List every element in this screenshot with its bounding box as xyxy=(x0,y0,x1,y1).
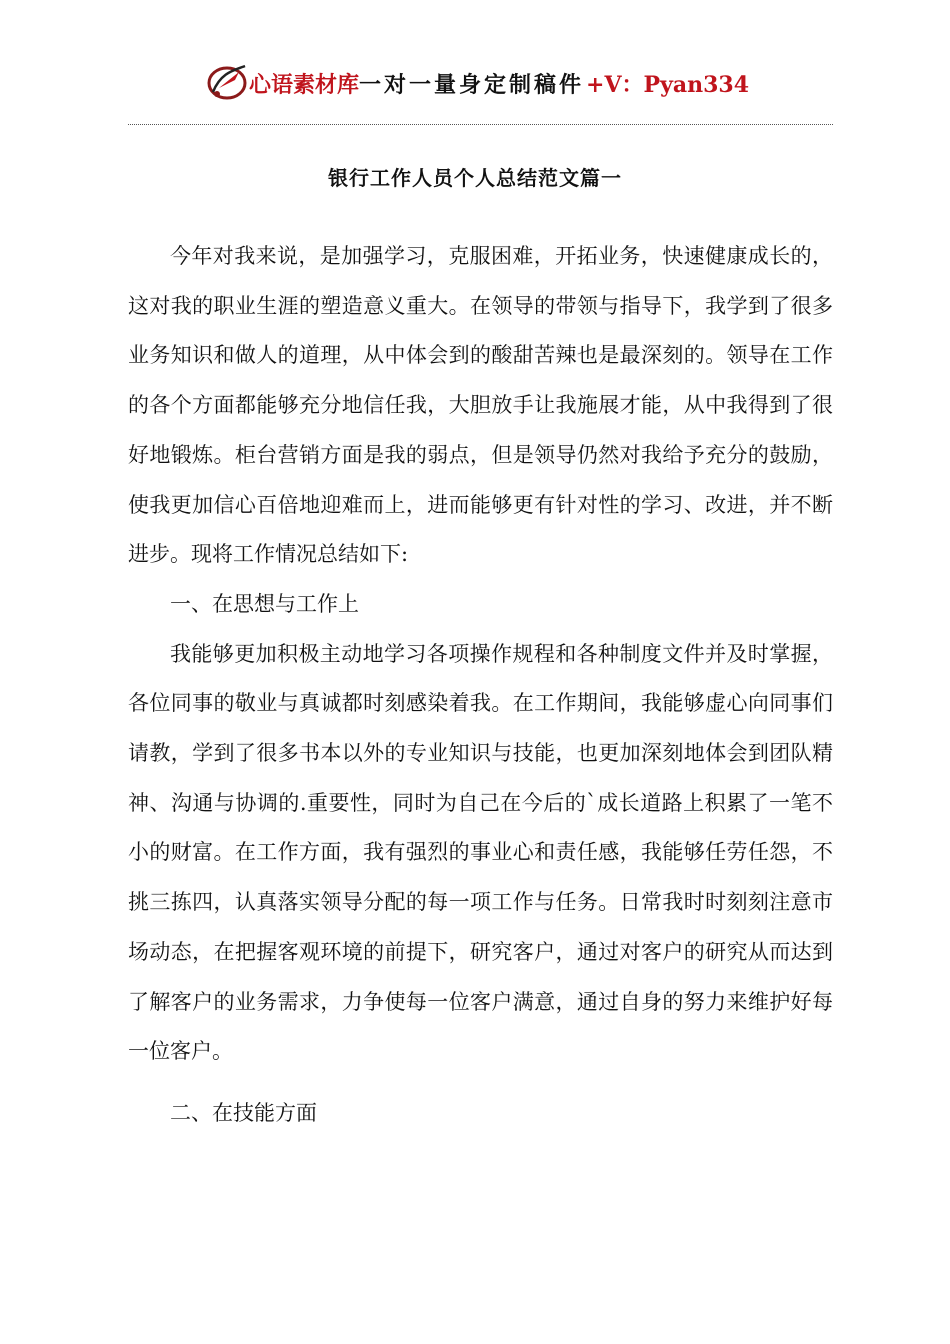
document-title: 银行工作人员个人总结范文篇一 xyxy=(328,166,622,190)
section-heading-1: 一、在思想与工作上 xyxy=(170,591,359,616)
section-heading-2: 二、在技能方面 xyxy=(170,1100,317,1125)
header-tagline: 一对一量身定制稿件 xyxy=(359,71,585,98)
quill-swirl-logo-icon xyxy=(205,62,249,104)
header-contact: +V：Pyan334 xyxy=(586,71,750,98)
header-divider xyxy=(128,124,833,125)
paragraph-intro: 今年对我来说，是加强学习，克服困难，开拓业务，快速健康成长的，这对我的职业生涯的塑造意义重大。在领导的带领与指导下，我学到了很多业务知识和做人的道理，从中体会到的酸甜苦辣也是最深刻的。领导在工作的各个方面都能够充分地信任我，大胆放手让我施展才能，从中我得到了很好地锻炼。柜台营销方面是我的弱点，但是领导仍然对我给予充分的鼓励，使我更加信心百倍地迎难而上，进而能够更有针对性的学习、改进，并不断进步。现将工作情况总结如下: xyxy=(128,244,833,567)
document-body xyxy=(128,232,833,1139)
brand-name: 心语素材库 xyxy=(249,71,360,98)
paragraph-section-1: 我能够更加积极主动地学习各项操作规程和各种制度文件并及时掌握，各位同事的敬业与真诚都时刻感染着我。在工作期间，我能够虚心向同事们请教，学到了很多书本以外的专业知识与技能，也更加深刻地体会到团队精神、沟通与协调的.重要性，同时为自己在今后的`成长道路上积累了一笔不小的财富。在工作方面，我有强烈的事业心和责任感，我能够任劳任怨，不挑三拣四，认真落实领导分配的每一项工作与任务。日常我时时刻刻注意市场动态，在把握客观环境的前提下，研究客户，通过对客户的研究从而达到了解客户的业务需求，力争使每一位客户满意，通过自身的努力来维护好每一位客户。 xyxy=(128,641,833,1064)
page-header xyxy=(205,60,749,106)
